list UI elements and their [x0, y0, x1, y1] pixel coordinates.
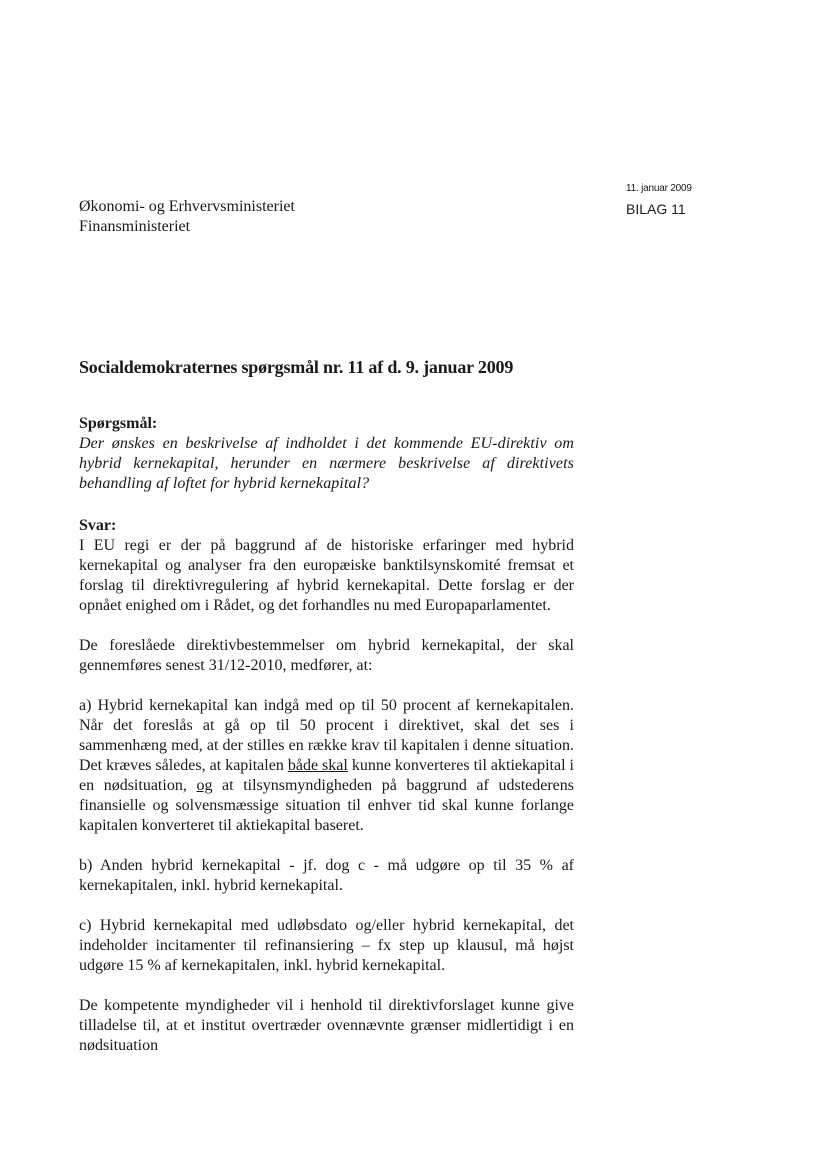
- item-a-text-2: kunne konverteres til aktiekapital i en nødsituation,: [79, 757, 574, 794]
- item-a-text-3: at tilsynsmyndigheden på baggrund af udstederens finansielle og solvensmæssige situation til enhver tid skal kunne forlange kapitalen konverteret til aktiekapital baseret.: [79, 777, 575, 834]
- answer-paragraph-2: De foreslåede direktivbestemmelser om hybrid kernekapital, der skal gennemføres senest 31/12-2010, medfører, at:: [79, 637, 574, 674]
- answer-item-a: [79, 696, 574, 836]
- answer-paragraph-3: De kompetente myndigheder vil i henhold til direktivforslaget kunne give tilladelse til, at et institut overtræder ovennævnte grænser midlertidigt i en nødsituation: [79, 997, 574, 1054]
- item-a-underline-2: og: [196, 777, 213, 794]
- answer-item-c: c) Hybrid kernekapital med udløbsdato og/eller hybrid kernekapital, det indeholder incitamenter til refinansiering – fx step up klausul, må højst udgøre 15 % af kernekapitalen, inkl. hybrid kernekapital.: [79, 917, 574, 974]
- document-date: 11. januar 2009: [626, 183, 692, 194]
- document-body: [79, 414, 574, 1056]
- document-title: Socialdemokraternes spørgsmål nr. 11 af d. 9. januar 2009: [79, 357, 514, 377]
- annex-label: BILAG 11: [626, 201, 686, 217]
- answer-item-b: b) Anden hybrid kernekapital - jf. dog c - må udgøre op til 35 % af kernekapitalen, inkl. hybrid kernekapital.: [79, 857, 574, 894]
- recipient-ministry-finance: Finansministeriet: [79, 218, 191, 235]
- answer-paragraph-1: I EU regi er der på baggrund af de historiske erfaringer med hybrid kernekapital og analyser fra den europæiske banktilsynskomité fremsat et forslag til direktivregulering af hybrid kernekapital. Dette forslag er der opnået enighed om i Rådet, og det forhandles nu med Europaparlamentet.: [79, 537, 574, 614]
- item-a-text-1: a) Hybrid kernekapital kan indgå med op til 50 procent af kernekapitalen. Når det foreslås at gå op til 50 procent i direktivet, skal det ses i sammenhæng med, at der stilles en række krav til kapitalen i denne situation. Det kræves således, at kapitalen: [79, 697, 574, 774]
- question-label: Spørgsmål:: [79, 415, 158, 432]
- recipient-ministry-economy: Økonomi- og Erhvervsministeriet: [79, 198, 295, 215]
- answer-label: Svar:: [79, 517, 117, 534]
- question-text: Der ønskes en beskrivelse af indholdet i det kommende EU-direktiv om hybrid kernekapital, herunder en nærmere beskrivelse af direktivets behandling af loftet for hybrid kernekapital?: [79, 435, 574, 492]
- recipients-block: [79, 197, 295, 237]
- item-a-underline-1: både skal: [287, 757, 348, 774]
